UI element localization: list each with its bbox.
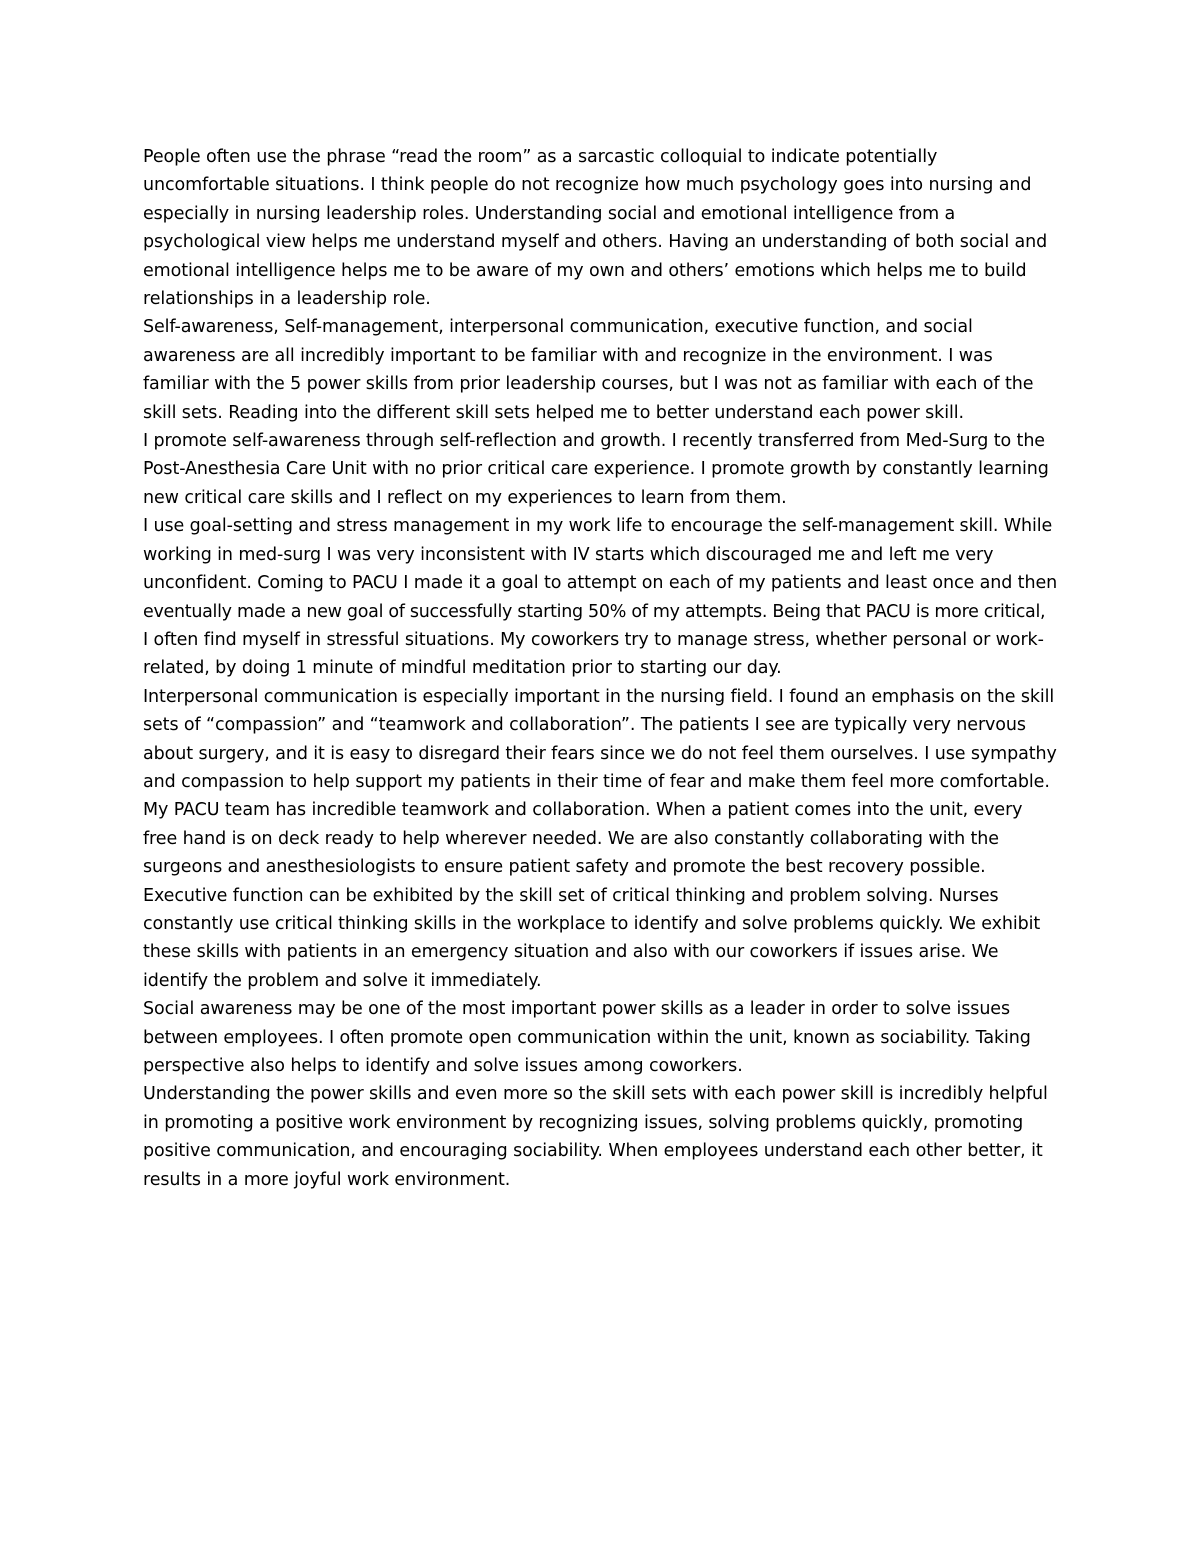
text-line: positive communication, and encouraging sociability. When employees understand each other better, it bbox=[143, 1141, 1043, 1162]
text-line: emotional intelligence helps me to be aware of my own and others’ emotions which helps me to build bbox=[143, 260, 1027, 281]
text-line: uncomfortable situations. I think people do not recognize how much psychology goes into nursing and bbox=[143, 175, 1032, 196]
text-line: awareness are all incredibly important to be familiar with and recognize in the environment. I was bbox=[143, 345, 993, 366]
text-line: Social awareness may be one of the most important power skills as a leader in order to solve issues bbox=[143, 999, 1010, 1020]
document-body bbox=[143, 143, 1058, 1194]
text-line: Understanding the power skills and even more so the skill sets with each power skill is incredibly helpful bbox=[143, 1084, 1048, 1105]
paragraph-conclusion bbox=[143, 1080, 1058, 1194]
text-line: new critical care skills and I reflect on my experiences to learn from them. bbox=[143, 487, 787, 508]
paragraph-self-awareness bbox=[143, 427, 1058, 512]
text-line: skill sets. Reading into the different skill sets helped me to better understand each power skill. bbox=[143, 402, 964, 423]
text-line: perspective also helps to identify and solve issues among coworkers. bbox=[143, 1056, 743, 1076]
text-line: these skills with patients in an emergency situation and also with our coworkers if issues arise. We bbox=[143, 942, 999, 963]
text-line: Self-awareness, Self-management, interpersonal communication, executive function, and social bbox=[143, 317, 973, 338]
paragraph-executive-function bbox=[143, 882, 1058, 996]
text-line: unconfident. Coming to PACU I made it a goal to attempt on each of my patients and least once and then bbox=[143, 573, 1058, 594]
text-line: I use goal-setting and stress management in my work life to encourage the self-management skill. While bbox=[143, 516, 1053, 537]
text-line: psychological view helps me understand myself and others. Having an understanding of both social and bbox=[143, 232, 1048, 253]
text-line: Post-Anesthesia Care Unit with no prior critical care experience. I promote growth by constantly learning bbox=[143, 459, 1049, 480]
text-line: relationships in a leadership role. bbox=[143, 289, 431, 310]
paragraph-power-skills bbox=[143, 313, 1058, 427]
text-line: results in a more joyful work environment. bbox=[143, 1169, 511, 1190]
text-line: working in med-surg I was very inconsistent with IV starts which discouraged me and left me very bbox=[143, 544, 994, 565]
text-line: about surgery, and it is easy to disregard their fears since we do not feel them ourselves. I use sympathy bbox=[143, 743, 1057, 764]
text-line: especially in nursing leadership roles. Understanding social and emotional intelligence from a bbox=[143, 203, 956, 224]
text-line: People often use the phrase “read the room” as a sarcastic colloquial to indicate potentially bbox=[143, 147, 938, 167]
text-line: I promote self-awareness through self-reflection and growth. I recently transferred from Med-Surg to the bbox=[143, 431, 1045, 452]
text-line: and compassion to help support my patients in their time of fear and make them feel more comfortable. bbox=[143, 771, 1050, 792]
text-line: Executive function can be exhibited by the skill set of critical thinking and problem solving. Nurses bbox=[143, 885, 999, 906]
text-line: constantly use critical thinking skills in the workplace to identify and solve problems quickly. We exhibit bbox=[143, 913, 1041, 934]
text-line: in promoting a positive work environment by recognizing issues, solving problems quickly, promoting bbox=[143, 1112, 1024, 1133]
paragraph-social-awareness bbox=[143, 995, 1058, 1080]
text-line: sets of “compassion” and “teamwork and collaboration”. The patients I see are typically very nervous bbox=[143, 715, 1026, 736]
paragraph-interpersonal-communication bbox=[143, 683, 1058, 882]
text-line: I often find myself in stressful situations. My coworkers try to manage stress, whether personal or work- bbox=[143, 629, 1044, 650]
text-line: identify the problem and solve it immediately. bbox=[143, 970, 542, 991]
text-line: Interpersonal communication is especially important in the nursing field. I found an emphasis on the skill bbox=[143, 686, 1055, 707]
text-line: surgeons and anesthesiologists to ensure patient safety and promote the best recovery possible. bbox=[143, 857, 986, 878]
text-line: free hand is on deck ready to help wherever needed. We are also constantly collaborating with the bbox=[143, 828, 999, 849]
text-line: between employees. I often promote open communication within the unit, known as sociability. Taking bbox=[143, 1027, 1031, 1048]
text-line: My PACU team has incredible teamwork and collaboration. When a patient comes into the unit, every bbox=[143, 800, 1023, 821]
paragraph-self-management bbox=[143, 512, 1058, 682]
text-line: eventually made a new goal of successfully starting 50% of my attempts. Being that PACU is more critical, bbox=[143, 601, 1046, 622]
paragraph-read-the-room bbox=[143, 143, 1058, 313]
text-line: related, by doing 1 minute of mindful meditation prior to starting our day. bbox=[143, 658, 782, 679]
text-line: familiar with the 5 power skills from prior leadership courses, but I was not as familiar with each of the bbox=[143, 374, 1034, 395]
